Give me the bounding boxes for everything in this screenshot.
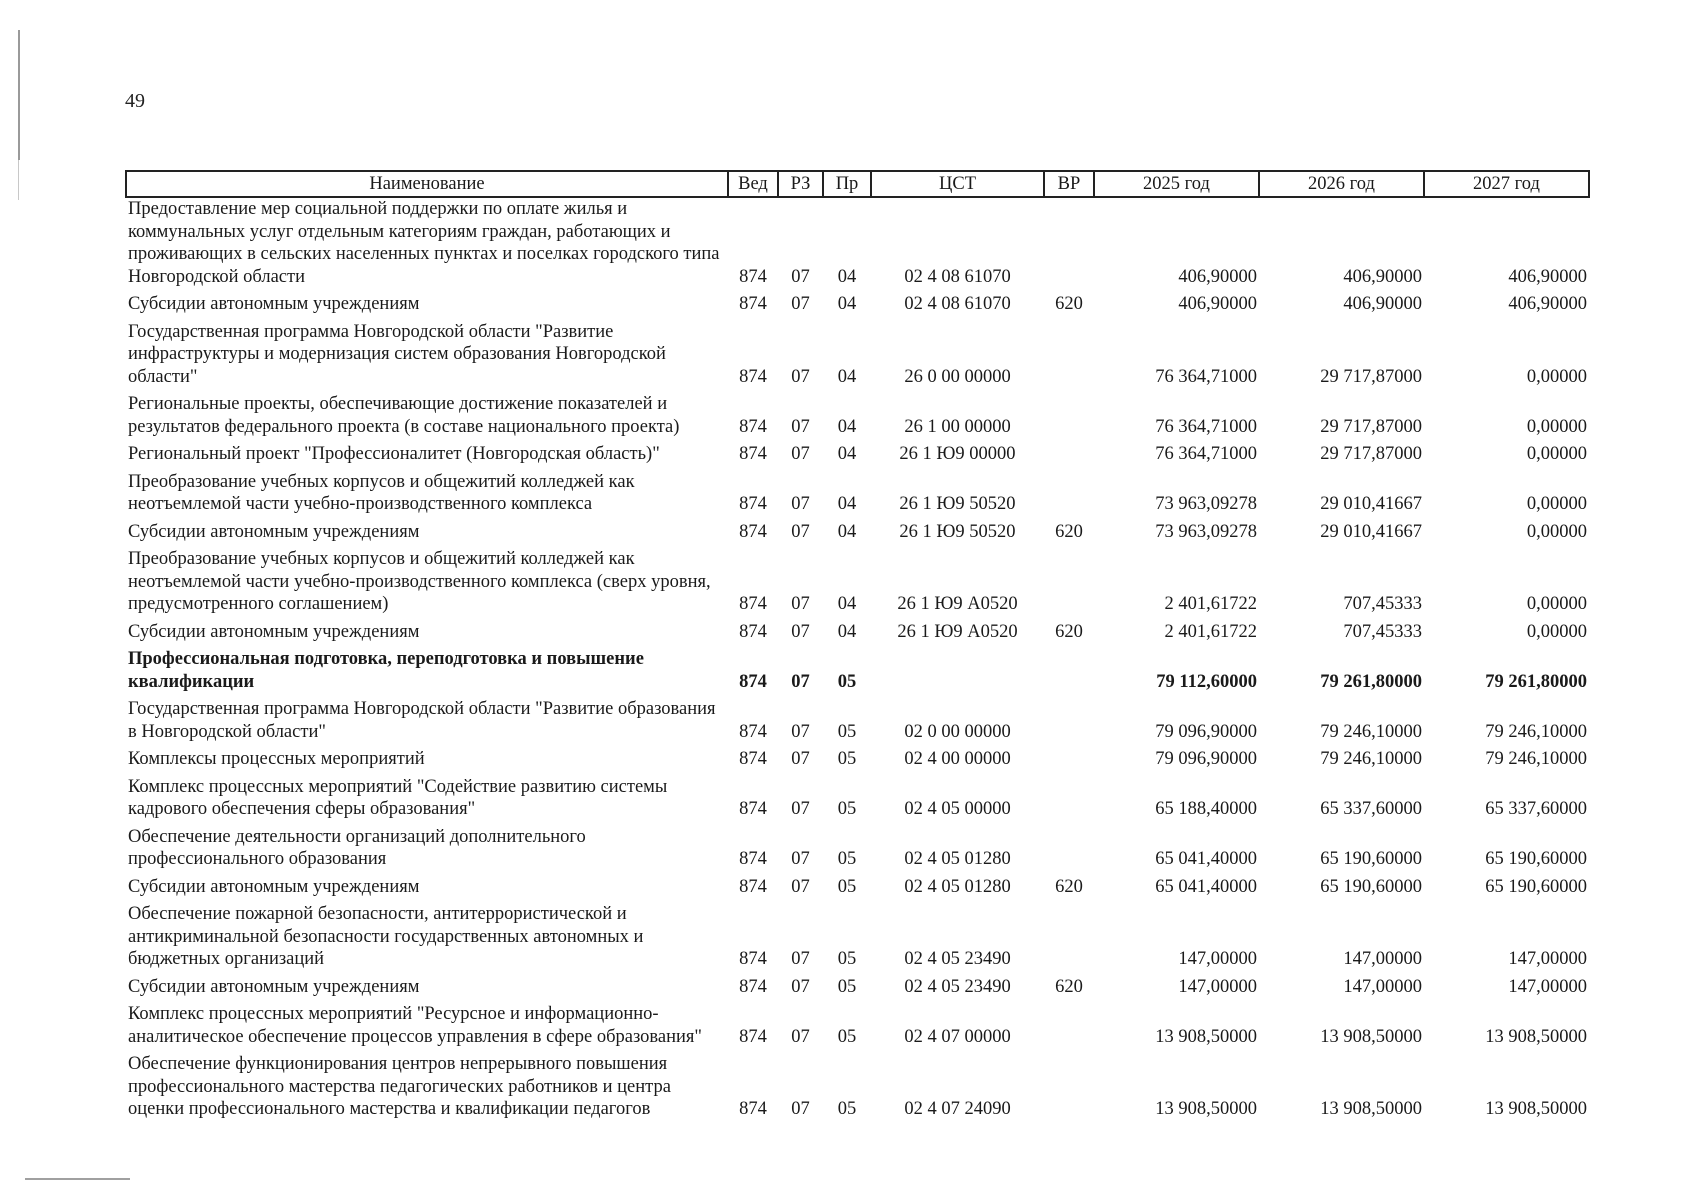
table-header <box>126 171 1589 197</box>
cell-rz: 07 <box>791 1099 810 1119</box>
cell-vr <box>1044 743 1094 771</box>
cell-2025: 76 364,71000 <box>1155 416 1257 437</box>
header-2027: 2027 год <box>1424 171 1589 197</box>
cell-vr: 620 <box>1055 976 1083 997</box>
cell-2027: 0,00000 <box>1526 494 1587 514</box>
cell-2027: 79 246,10000 <box>1485 721 1587 742</box>
table-row <box>126 771 1589 821</box>
cell-pr: 04 <box>837 494 857 514</box>
scan-footer-line <box>25 1178 130 1180</box>
cell-2025: 73 963,09278 <box>1155 494 1257 514</box>
cell-2026: 707,45333 <box>1343 621 1422 642</box>
cell-vr <box>1044 643 1094 693</box>
cell-cst: 02 4 05 23490 <box>904 976 1011 997</box>
cell-cst: 02 4 08 61070 <box>904 266 1011 287</box>
cell-vr <box>1044 1048 1094 1121</box>
cell-name: Субсидии автономным учреждениям <box>128 294 420 314</box>
cell-vr: 620 <box>1055 521 1083 542</box>
cell-name: Комплекс процессных мероприятий "Ресурсное и информационно-аналитическое обеспечение процессов управления в сфере образования" <box>128 1004 702 1047</box>
header-2026: 2026 год <box>1259 171 1424 197</box>
cell-vr <box>1044 693 1094 743</box>
cell-cst <box>871 643 1044 693</box>
table-row <box>126 743 1589 771</box>
cell-name: Профессиональная подготовка, переподготовка и повышение квалификации <box>128 649 644 692</box>
cell-pr: 04 <box>837 621 857 642</box>
header-vr: ВР <box>1044 171 1094 197</box>
table-row <box>126 971 1589 999</box>
table-row <box>126 871 1589 899</box>
cell-cst: 02 4 05 01280 <box>904 876 1011 897</box>
cell-pr: 04 <box>837 594 857 614</box>
cell-2027: 0,00000 <box>1526 621 1587 642</box>
cell-pr: 04 <box>837 416 857 437</box>
cell-rz: 07 <box>791 876 810 897</box>
cell-ved: 874 <box>739 416 767 437</box>
cell-ved: 874 <box>739 876 767 897</box>
cell-pr: 05 <box>837 799 857 819</box>
cell-2027: 65 337,60000 <box>1485 799 1587 819</box>
cell-ved: 874 <box>739 949 767 969</box>
cell-2025: 76 364,71000 <box>1155 444 1257 464</box>
cell-cst: 02 4 05 01280 <box>904 849 1011 869</box>
cell-vr: 620 <box>1055 621 1083 642</box>
cell-2026: 65 190,60000 <box>1320 849 1422 869</box>
cell-2027: 0,00000 <box>1526 366 1587 387</box>
header-name: Наименование <box>126 171 728 197</box>
scan-edge-line <box>18 30 20 160</box>
cell-2026: 29 717,87000 <box>1320 444 1422 464</box>
cell-rz: 07 <box>791 849 810 869</box>
cell-pr: 04 <box>837 294 857 314</box>
cell-rz: 07 <box>791 294 810 314</box>
cell-rz: 07 <box>791 671 810 692</box>
cell-ved: 874 <box>739 494 767 514</box>
cell-vr: 620 <box>1055 294 1083 314</box>
cell-cst: 02 4 05 23490 <box>904 949 1011 969</box>
cell-pr: 05 <box>837 1099 857 1119</box>
cell-name: Обеспечение деятельности организаций дополнительного профессионального образования <box>128 826 586 869</box>
table-row <box>126 516 1589 544</box>
cell-cst: 26 1 00 00000 <box>904 416 1011 437</box>
header-2025: 2025 год <box>1094 171 1259 197</box>
budget-table <box>125 170 1590 1121</box>
cell-vr <box>1044 197 1094 288</box>
cell-cst: 02 4 05 00000 <box>904 799 1011 819</box>
cell-2025: 406,90000 <box>1178 266 1257 287</box>
cell-2027: 0,00000 <box>1526 416 1587 437</box>
cell-2026: 13 908,50000 <box>1320 1099 1422 1119</box>
table-row <box>126 616 1589 644</box>
cell-pr: 05 <box>837 849 857 869</box>
cell-2027: 79 246,10000 <box>1485 749 1587 769</box>
cell-pr: 05 <box>837 949 857 969</box>
cell-ved: 874 <box>739 521 767 542</box>
cell-rz: 07 <box>791 749 810 769</box>
cell-2025: 65 041,40000 <box>1155 876 1257 897</box>
cell-cst: 02 4 00 00000 <box>904 749 1011 769</box>
cell-2026: 79 246,10000 <box>1320 721 1422 742</box>
cell-2026: 147,00000 <box>1343 949 1422 969</box>
cell-vr <box>1044 438 1094 466</box>
table-row <box>126 898 1589 971</box>
cell-2025: 65 041,40000 <box>1155 849 1257 869</box>
cell-2027: 406,90000 <box>1508 266 1587 287</box>
cell-name: Преобразование учебных корпусов и общежитий колледжей как неотъемлемой части учебно-производственного комплекса <box>128 471 635 514</box>
cell-cst: 26 0 00 00000 <box>904 366 1011 387</box>
cell-2025: 147,00000 <box>1178 949 1257 969</box>
cell-ved: 874 <box>739 749 767 769</box>
cell-2026: 707,45333 <box>1343 594 1422 614</box>
cell-name: Предоставление мер социальной поддержки по оплате жилья и коммунальных услуг отдельным категориям граждан, работающих и проживающих в сельских населенных пунктах и поселках городского типа Новгородской области <box>128 199 720 287</box>
cell-pr: 05 <box>837 976 857 997</box>
cell-rz: 07 <box>791 366 810 387</box>
cell-vr <box>1044 466 1094 516</box>
cell-2025: 2 401,61722 <box>1164 594 1257 614</box>
cell-vr: 620 <box>1055 876 1083 897</box>
cell-cst: 26 1 Ю9 50520 <box>899 494 1016 514</box>
cell-rz: 07 <box>791 494 810 514</box>
cell-2025: 13 908,50000 <box>1155 1099 1257 1119</box>
cell-pr: 05 <box>837 876 857 897</box>
cell-name: Обеспечение функционирования центров непрерывного повышения профессионального мастерства педагогических работников и центра оценки профессионального мастерства и квалификации педагогов <box>128 1054 671 1119</box>
header-pr: Пр <box>823 171 871 197</box>
table-row <box>126 821 1589 871</box>
table-row <box>126 643 1589 693</box>
cell-rz: 07 <box>791 976 810 997</box>
cell-cst: 02 4 08 61070 <box>904 294 1011 314</box>
cell-2027: 147,00000 <box>1508 976 1587 997</box>
cell-ved: 874 <box>739 1026 767 1047</box>
table-row <box>126 288 1589 316</box>
cell-2026: 29 717,87000 <box>1320 416 1422 437</box>
cell-2026: 29 010,41667 <box>1320 521 1422 542</box>
table-row <box>126 316 1589 389</box>
cell-2025: 76 364,71000 <box>1155 366 1257 387</box>
cell-rz: 07 <box>791 266 810 287</box>
cell-2026: 13 908,50000 <box>1320 1026 1422 1047</box>
cell-2027: 13 908,50000 <box>1485 1099 1587 1119</box>
table-row <box>126 543 1589 616</box>
cell-2027: 79 261,80000 <box>1485 671 1587 692</box>
cell-name: Региональные проекты, обеспечивающие достижение показателей и результатов федерального проекта (в составе национального проекта) <box>128 394 680 437</box>
cell-vr <box>1044 821 1094 871</box>
cell-vr <box>1044 998 1094 1048</box>
cell-name: Обеспечение пожарной безопасности, антитеррористической и антикриминальной безопасности государственных автономных и бюджетных организаций <box>128 904 644 969</box>
cell-2026: 79 261,80000 <box>1320 671 1422 692</box>
table-row <box>126 998 1589 1048</box>
cell-ved: 874 <box>739 444 767 464</box>
cell-2027: 0,00000 <box>1526 594 1587 614</box>
cell-name: Субсидии автономным учреждениям <box>128 621 420 642</box>
cell-2026: 29 717,87000 <box>1320 366 1422 387</box>
table-row <box>126 388 1589 438</box>
cell-name: Государственная программа Новгородской области "Развитие образования в Новгородской области" <box>128 699 716 742</box>
cell-cst: 26 1 Ю9 50520 <box>899 521 1016 542</box>
cell-2027: 147,00000 <box>1508 949 1587 969</box>
cell-cst: 26 1 Ю9 А0520 <box>897 621 1018 642</box>
table-row <box>126 466 1589 516</box>
cell-ved: 874 <box>739 849 767 869</box>
cell-rz: 07 <box>791 1026 810 1047</box>
cell-name: Региональный проект "Профессионалитет (Новгородская область)" <box>128 444 660 464</box>
cell-name: Комплекс процессных мероприятий "Содействие развитию системы кадрового обеспечения сферы образования" <box>128 776 668 819</box>
cell-vr <box>1044 543 1094 616</box>
cell-ved: 874 <box>739 721 767 742</box>
cell-pr: 04 <box>837 266 857 287</box>
cell-pr: 05 <box>837 671 857 692</box>
cell-cst: 02 0 00 00000 <box>904 721 1011 742</box>
cell-pr: 05 <box>837 721 857 742</box>
cell-name: Субсидии автономным учреждениям <box>128 976 420 997</box>
header-ved: Вед <box>728 171 778 197</box>
cell-ved: 874 <box>739 594 767 614</box>
header-cst: ЦСТ <box>871 171 1044 197</box>
cell-vr <box>1044 771 1094 821</box>
cell-ved: 874 <box>739 799 767 819</box>
cell-2026: 79 246,10000 <box>1320 749 1422 769</box>
cell-vr <box>1044 388 1094 438</box>
cell-vr <box>1044 898 1094 971</box>
page-number: 49 <box>125 90 145 112</box>
cell-rz: 07 <box>791 594 810 614</box>
table-row <box>126 197 1589 288</box>
cell-2026: 147,00000 <box>1343 976 1422 997</box>
cell-pr: 05 <box>837 749 857 769</box>
cell-2026: 406,90000 <box>1343 294 1422 314</box>
cell-2025: 79 096,90000 <box>1155 749 1257 769</box>
cell-ved: 874 <box>739 1099 767 1119</box>
cell-ved: 874 <box>739 266 767 287</box>
cell-ved: 874 <box>739 671 767 692</box>
cell-2027: 13 908,50000 <box>1485 1026 1587 1047</box>
cell-2027: 406,90000 <box>1508 294 1587 314</box>
header-rz: РЗ <box>778 171 823 197</box>
cell-rz: 07 <box>791 621 810 642</box>
cell-2027: 0,00000 <box>1526 521 1587 542</box>
cell-name: Субсидии автономным учреждениям <box>128 876 420 897</box>
cell-name: Субсидии автономным учреждениям <box>128 521 420 542</box>
cell-rz: 07 <box>791 799 810 819</box>
cell-rz: 07 <box>791 416 810 437</box>
cell-2025: 73 963,09278 <box>1155 521 1257 542</box>
cell-2025: 147,00000 <box>1178 976 1257 997</box>
cell-rz: 07 <box>791 444 810 464</box>
cell-2026: 65 190,60000 <box>1320 876 1422 897</box>
cell-pr: 04 <box>837 444 857 464</box>
table-body <box>126 197 1589 1121</box>
cell-2026: 65 337,60000 <box>1320 799 1422 819</box>
scan-edge-line <box>18 160 19 200</box>
cell-2025: 79 112,60000 <box>1156 671 1257 692</box>
cell-vr <box>1044 316 1094 389</box>
cell-rz: 07 <box>791 521 810 542</box>
cell-cst: 02 4 07 24090 <box>904 1099 1011 1119</box>
table-row <box>126 1048 1589 1121</box>
cell-cst: 02 4 07 00000 <box>904 1026 1011 1047</box>
cell-2027: 65 190,60000 <box>1485 876 1587 897</box>
cell-pr: 05 <box>837 1026 857 1047</box>
cell-name: Преобразование учебных корпусов и общежитий колледжей как неотъемлемой части учебно-производственного комплекса (сверх уровня, предусмотренного соглашением) <box>128 549 711 614</box>
cell-2025: 13 908,50000 <box>1155 1026 1257 1047</box>
cell-2025: 79 096,90000 <box>1155 721 1257 742</box>
cell-2026: 29 010,41667 <box>1320 494 1422 514</box>
cell-rz: 07 <box>791 949 810 969</box>
cell-name: Государственная программа Новгородской области "Развитие инфраструктуры и модернизация систем образования Новгородской области" <box>128 321 666 387</box>
cell-ved: 874 <box>739 366 767 387</box>
cell-rz: 07 <box>791 721 810 742</box>
cell-name: Комплексы процессных мероприятий <box>128 749 425 769</box>
cell-ved: 874 <box>739 976 767 997</box>
cell-pr: 04 <box>837 366 857 387</box>
cell-2025: 65 188,40000 <box>1155 799 1257 819</box>
cell-pr: 04 <box>837 521 857 542</box>
cell-cst: 26 1 Ю9 А0520 <box>897 594 1018 614</box>
cell-2025: 406,90000 <box>1178 294 1257 314</box>
table-row <box>126 693 1589 743</box>
cell-2026: 406,90000 <box>1343 266 1422 287</box>
cell-2027: 65 190,60000 <box>1485 849 1587 869</box>
cell-ved: 874 <box>739 621 767 642</box>
cell-2025: 2 401,61722 <box>1164 621 1257 642</box>
cell-2027: 0,00000 <box>1526 444 1587 464</box>
table-row <box>126 438 1589 466</box>
cell-cst: 26 1 Ю9 00000 <box>899 444 1016 464</box>
cell-ved: 874 <box>739 294 767 314</box>
